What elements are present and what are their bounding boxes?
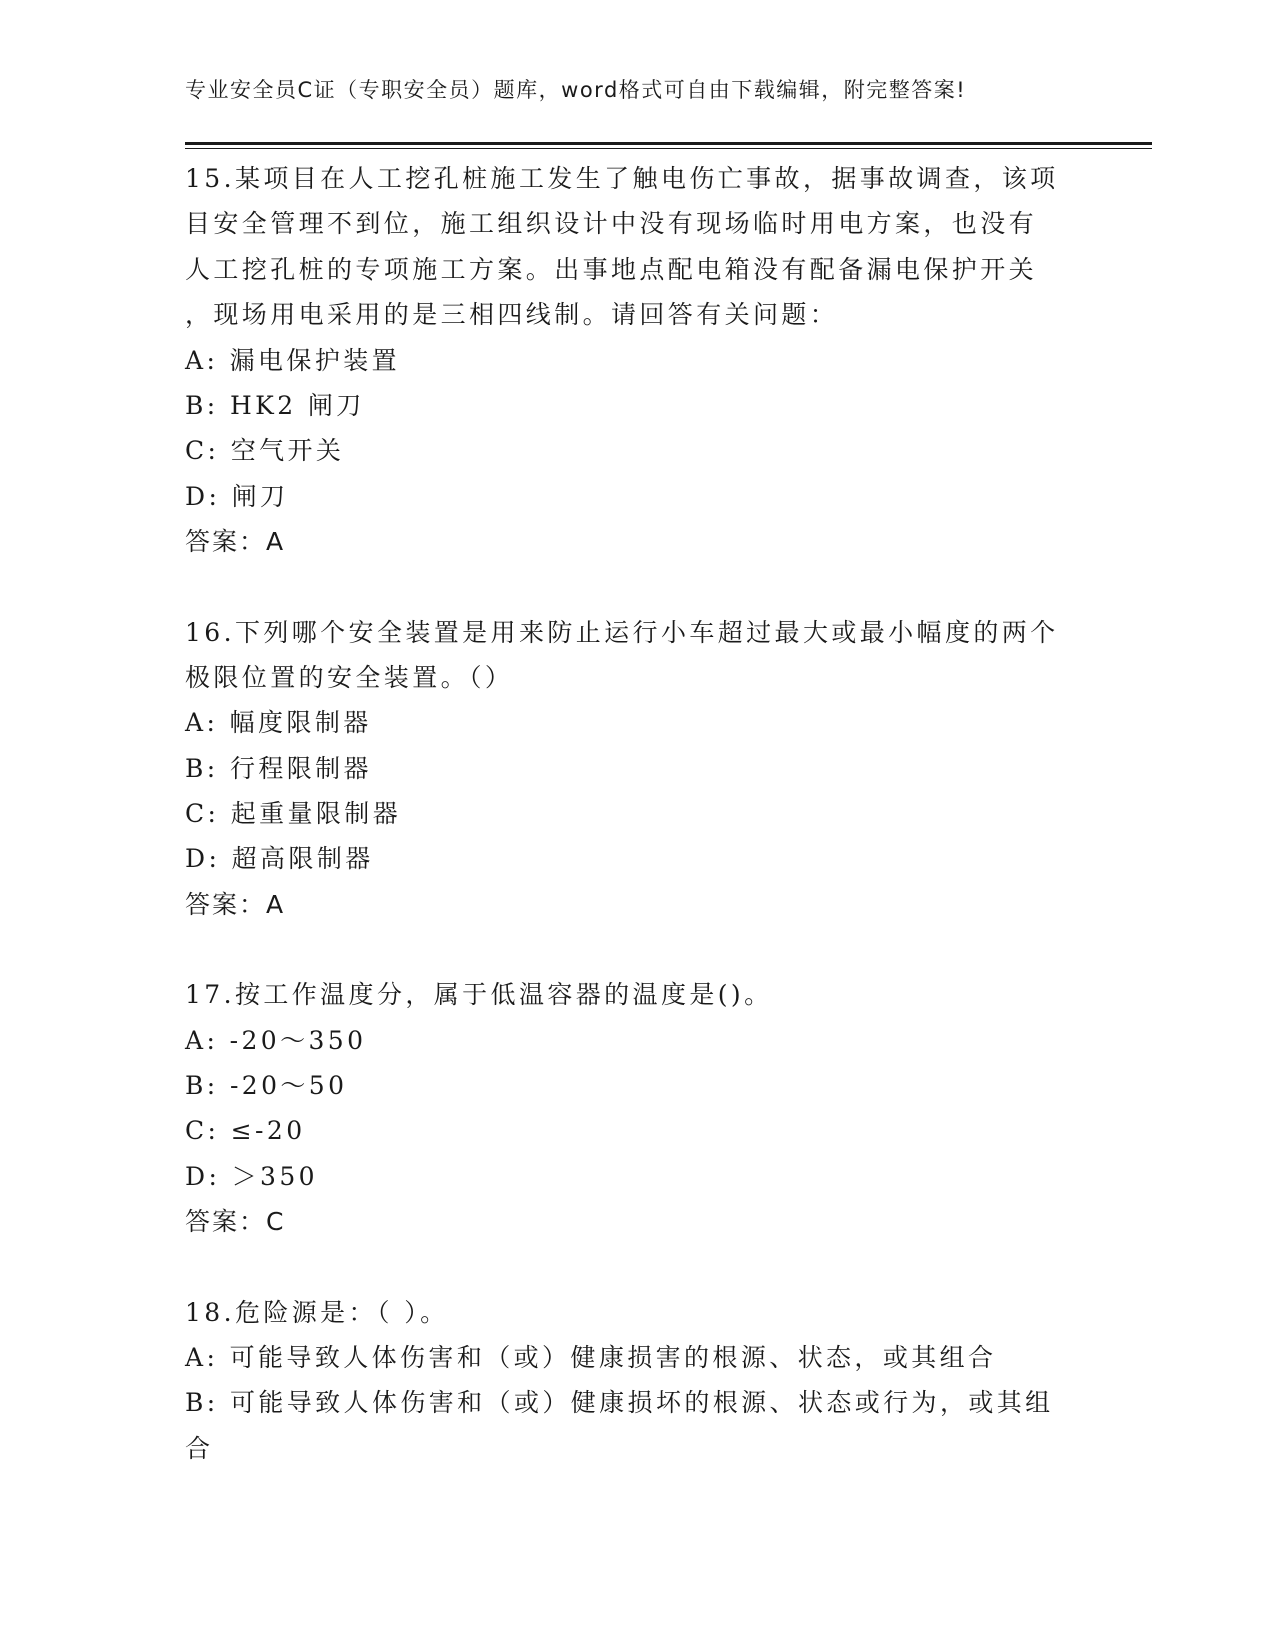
option-a: A: 幅度限制器 xyxy=(185,708,372,738)
question-text-line: 16.下列哪个安全装置是用来防止运行小车超过最大或最小幅度的两个 xyxy=(185,617,1059,647)
option-a: A: 可能导致人体伤害和（或）健康损害的根源、状态，或其组合 xyxy=(185,1342,997,1372)
option-b: B: 行程限制器 xyxy=(185,753,372,783)
option-b-continued: 合 xyxy=(185,1433,214,1463)
question-text-line: 15.某项目在人工挖孔桩施工发生了触电伤亡事故，据事故调查，该项 xyxy=(185,164,1059,193)
question-text-line: 人工挖孔桩的专项施工方案。出事地点配电箱没有配备漏电保护开关 xyxy=(185,254,1038,284)
option-d: D: 闸刀 xyxy=(185,481,289,511)
option-c: C: ≤-20 xyxy=(185,1116,306,1146)
question-list xyxy=(185,156,1065,1471)
question-text-line: 18.危险源是：（ ）。 xyxy=(185,1297,449,1327)
header-rule-thick xyxy=(185,142,1152,145)
option-c: C: 空气开关 xyxy=(185,436,345,466)
header-rule-thin xyxy=(185,148,1152,149)
question-15 xyxy=(185,156,1065,565)
page-header: 专业安全员C证（专职安全员）题库，word格式可自由下载编辑，附完整答案! xyxy=(185,78,967,102)
option-a: A: -20～350 xyxy=(185,1025,367,1055)
option-b: B: 可能导致人体伤害和（或）健康损坏的根源、状态或行为，或其组 xyxy=(185,1388,1054,1418)
answer: 答案：A xyxy=(185,527,286,557)
option-c: C: 起重量限制器 xyxy=(185,799,402,829)
question-text-line: ，现场用电采用的是三相四线制。请回答有关问题： xyxy=(185,300,839,330)
question-17 xyxy=(185,972,1065,1244)
answer: 答案：C xyxy=(185,1207,286,1237)
option-d: D: 超高限制器 xyxy=(185,844,374,874)
answer: 答案：A xyxy=(185,889,286,919)
question-text-line: 极限位置的安全装置。（） xyxy=(185,662,514,692)
option-b: B: -20～50 xyxy=(185,1071,348,1101)
question-18 xyxy=(185,1290,1065,1472)
question-text-line: 17.按工作温度分，属于低温容器的温度是()。 xyxy=(185,980,773,1010)
option-d: D: ＞350 xyxy=(185,1161,318,1191)
question-text-line: 目安全管理不到位，施工组织设计中没有现场临时用电方案，也没有 xyxy=(185,209,1038,239)
question-16 xyxy=(185,610,1065,928)
option-b: B: HK2 闸刀 xyxy=(185,390,365,420)
option-a: A: 漏电保护装置 xyxy=(185,345,401,375)
